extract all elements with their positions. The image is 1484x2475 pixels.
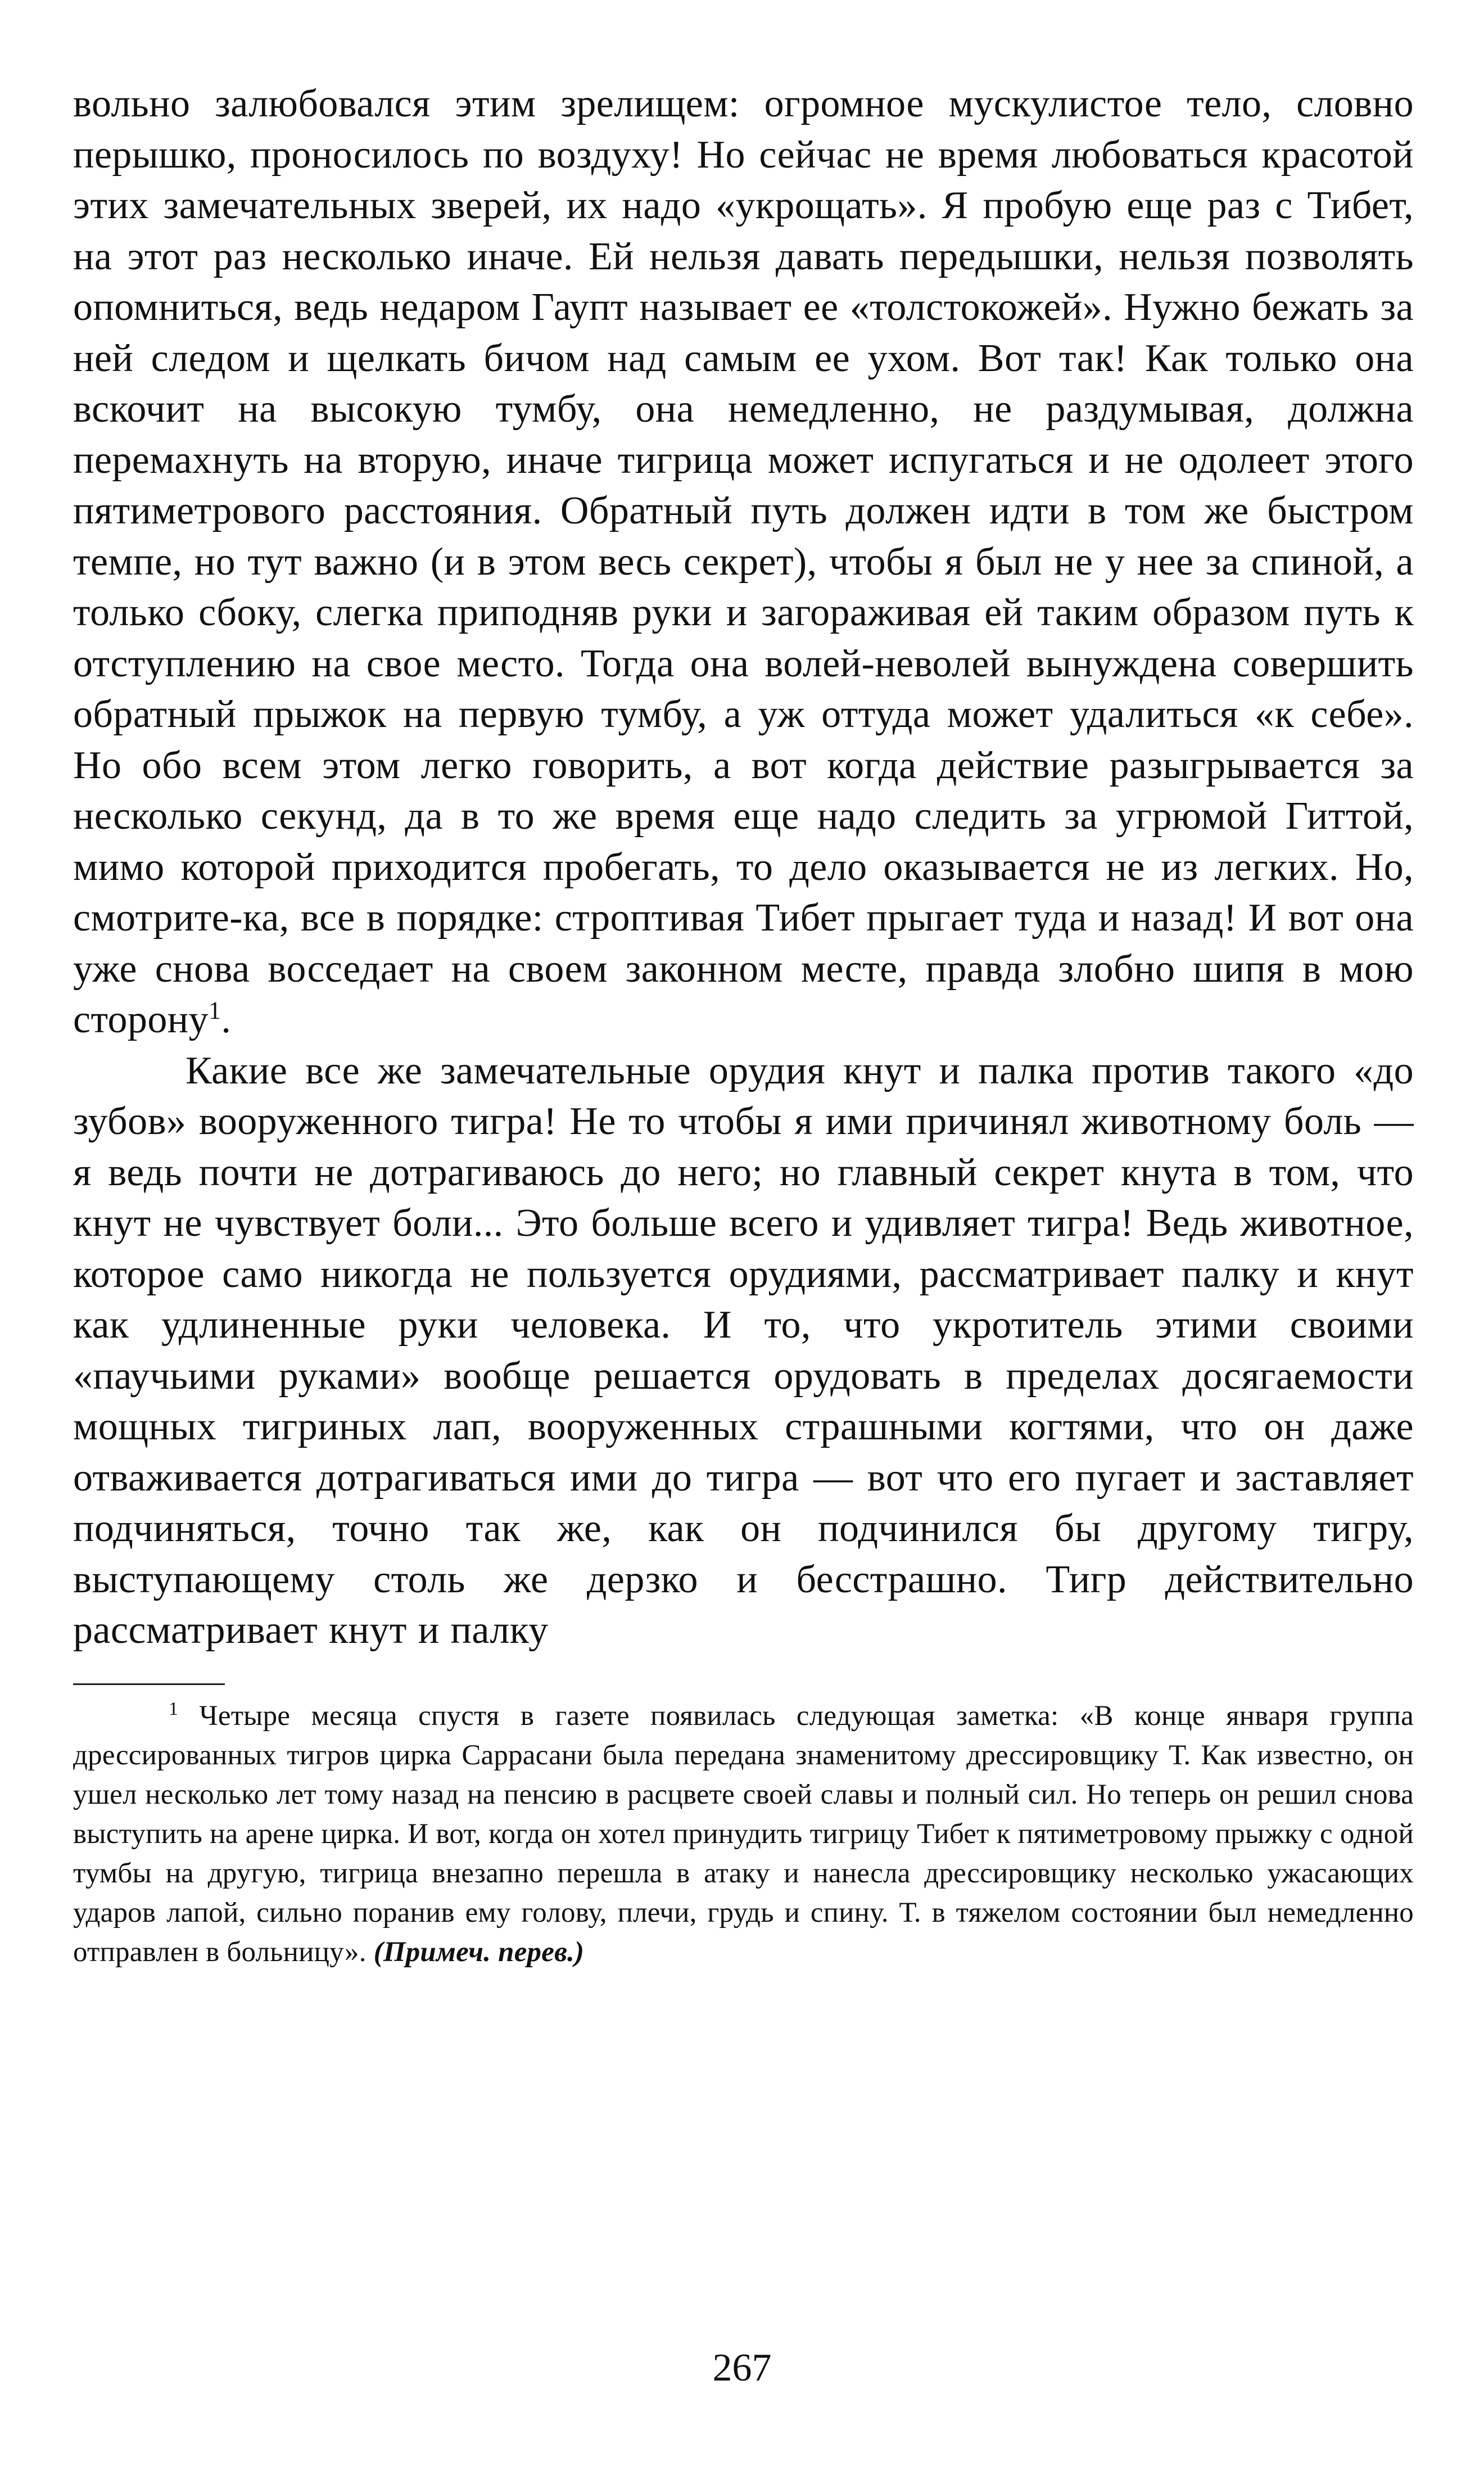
book-page <box>73 79 1414 1972</box>
body-paragraph: вольно залюбовался этим зрелищем: огромное мускулистое тело, словно перышко, проносилось по воздуху! Но сейчас не время любоваться красотой этих замечательных зверей, их надо «укрощать». Я пробую еще раз с Тибет, на этот раз несколько иначе. Ей нельзя давать передышки, нельзя позволять опомниться, ведь недаром Гаупт называет ее «толстокожей». Нужно бежать за ней следом и щелкать бичом над самым ее ухом. Вот так! Как только она вскочит на высокую тумбу, она немедленно, не раздумывая, должна перемахнуть на вторую, иначе тигрица может испугаться и не одолеет этого пятиметрового расстояния. Обратный путь должен идти в том же быстром темпе, но тут важно (и в этом весь секрет), чтобы я был не у нее за спиной, а только сбоку, слегка приподняв руки и загораживая ей таким образом путь к отступлению на свое место. Тогда она волей-неволей вынуждена совершить обратный прыжок на первую тумбу, а уж оттуда может удалиться «к себе». Но обо всем этом легко говорить, а вот когда действие разыгрывается за несколько секунд, да в то же время еще надо следить за угрюмой Гиттой, мимо которой приходится пробегать, то дело оказывается не из легких. Но, смотрите-ка, все в порядке: строптивая Тибет прыгает туда и назад! И вот она уже снова восседает на своем законном месте, правда злобно шипя в мою сторону$^1$. <box>73 82 1414 1041</box>
footnote-divider <box>73 1683 225 1685</box>
page-number: 267 <box>712 2346 772 2390</box>
footnote-mark: 1 <box>169 1698 179 1719</box>
body-paragraph: Какие все же замечательные орудия кнут и палка против такого «до зубов» вооруженного тигра! Не то чтобы я ими причинял животному боль — я ведь почти не дотрагиваюсь до него; но главный секрет кнута в том, что кнут не чувствует боли... Это больше всего и удивляет тигра! Ведь животное, которое само никогда не пользуется орудиями, рассматривает палку и кнут как удлиненные руки человека. И то, что укротитель этими своими «паучьими руками» вообще решается орудовать в пределах досягаемости мощных тигриных лап, вооруженных страшными когтями, что он даже отваживается дотрагиваться ими до тигра — вот что его пугает и заставляет подчиняться, точно так же, как он подчинился бы другому тигру, выступающему столь же дерзко и бесстрашно. Тигр действительно рассматривает кнут и палку <box>73 1049 1414 1652</box>
translator-note: (Примеч. перев.) <box>373 1936 585 1968</box>
footnote-text: Четыре месяца спустя в газете появилась следующая заметка: «В конце января группа дрессированных тигров цирка Саррасани была передана знаменитому дрессировщику Т. Как известно, он ушел несколько лет тому назад на пенсию в расцвете своей славы и полный сил. Но теперь он решил снова выступить на арене цирка. И вот, когда он хотел принудить тигрицу Тибет к пятиметровому прыжку с одной тумбы на другую, тигрица внезапно перешла в атаку и нанесла дрессировщику несколько ужасающих ударов лапой, сильно поранив ему голову, плечи, грудь и спину. Т. в тяжелом состоянии был немедленно отправлен в больницу». <box>73 1700 1414 1968</box>
footnote <box>73 1696 1414 1972</box>
body-paragraph-text: вольно залюбовался этим зрелищем: огромное мускулистое тело, словно перышко, проносилось по воздуху! Но сейчас не время любоваться красотой этих замечательных зверей, их надо «укрощать». Я пробую еще раз с Тибет, на этот раз несколько иначе. Ей нельзя давать передышки, нельзя позволять опомниться, ведь недаром Гаупт называет ее «толстокожей». Нужно бежать за ней следом и щелкать бичом над самым ее ухом. Вот так! Как только она вскочит на высокую тумбу, она немедленно, не раздумывая, должна перемахнуть на вторую, иначе тигрица может испугаться и не одолеет этого пятиметрового расстояния. Обратный путь должен идти в том же быстром темпе, но тут важно (и в этом весь секрет), чтобы я был не у нее за спиной, а только сбоку, слегка приподняв руки и загораживая ей таким образом путь к отступлению на свое место. Тогда она волей-неволей вынуждена совершить обратный прыжок на первую тумбу, а уж оттуда может удалиться «к себе». Но обо всем этом легко говорить, а вот когда действие разыгрывается за несколько секунд, да в то же время еще надо следить за угрюмой Гиттой, мимо которой приходится пробегать, то дело оказывается не из легких. Но, смотрите-ка, все в порядке: строптивая Тибет прыгает туда и назад! И вот она уже снова восседает на своем законном месте, правда злобно шипя в мою сторону <box>73 82 1414 1041</box>
footnote-reference: 1 <box>209 996 221 1024</box>
